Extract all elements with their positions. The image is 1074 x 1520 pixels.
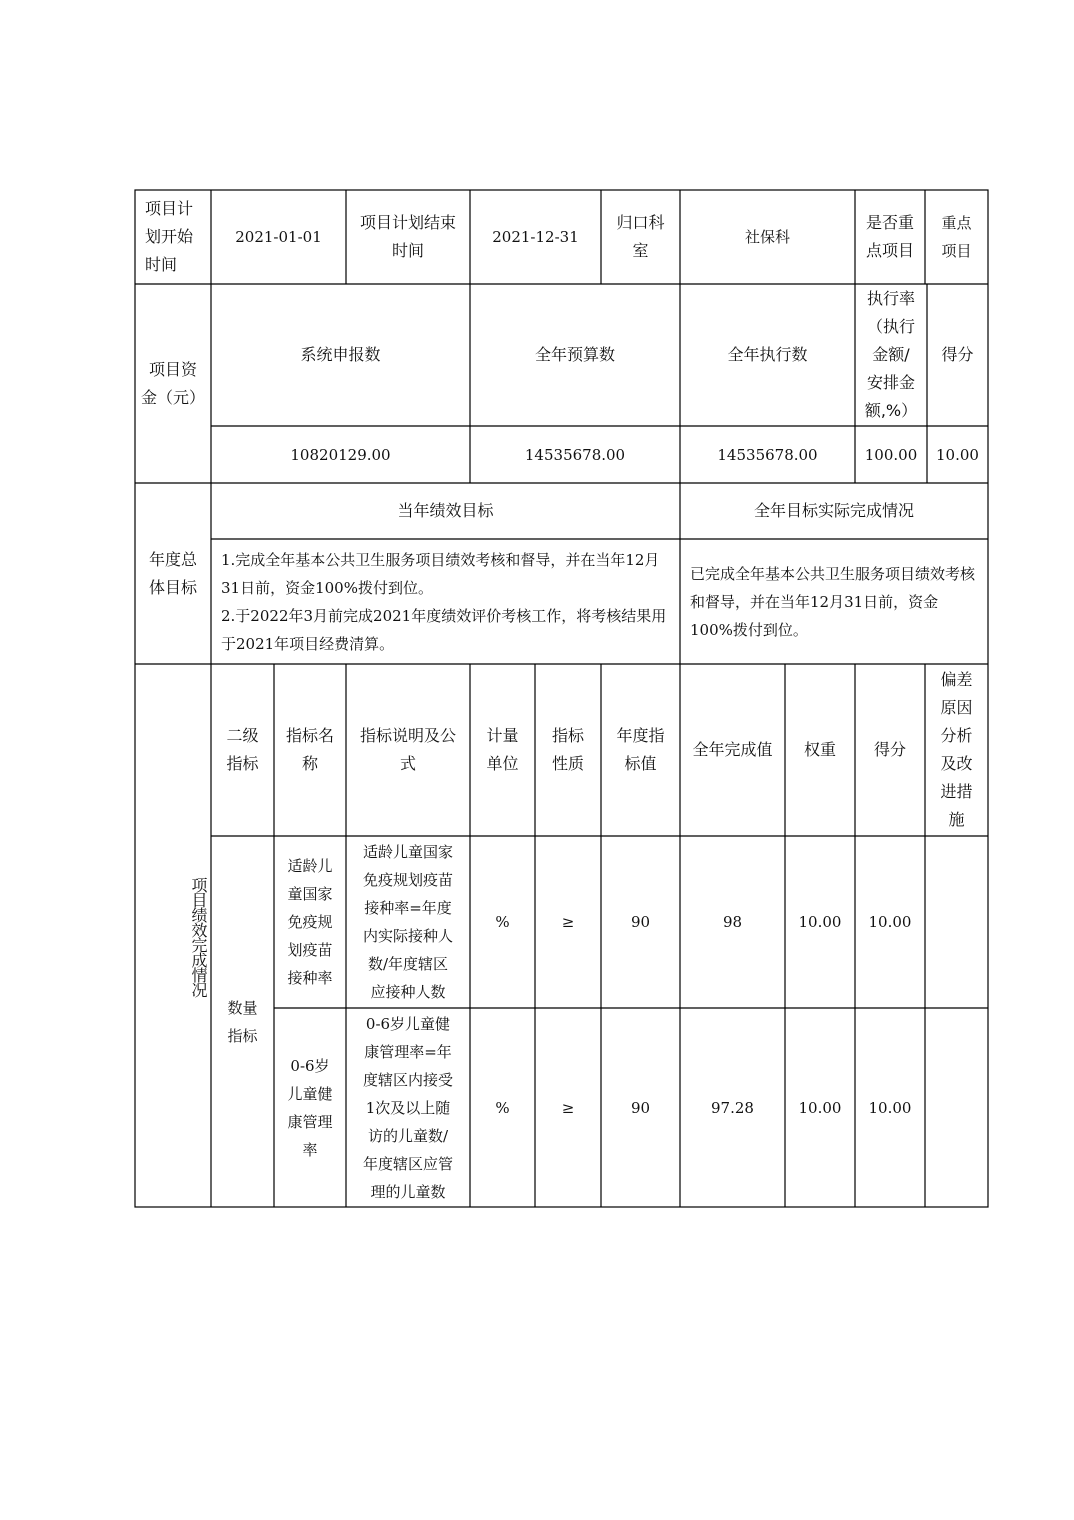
execution-rate-header: 执行率 （执行 金额/ 安排金 额,%） xyxy=(864,289,918,420)
indicator-deviation xyxy=(925,1008,988,1207)
department-label: 归口科 室 xyxy=(616,213,665,260)
target-text: 1.完成全年基本公共卫生服务项目绩效考核和督导，并在当年12月31日前，资金100%拨付到位。 2.于2022年3月前完成2021年度绩效评价考核工作，将考核结果用于2021年项目经费清算。 xyxy=(221,550,667,653)
indicator-annual-target: 90 xyxy=(630,913,651,931)
funds-label: 项目资 金（元） xyxy=(140,359,205,407)
actual-text: 已完成全年基本公共卫生服务项目绩效考核和督导，并在当年12月31日前，资金100%拨付到位。 xyxy=(690,564,976,639)
level2-value: 数量 指标 xyxy=(227,998,258,1045)
execution-rate-value: 100.00 xyxy=(864,445,918,464)
end-date-value: 2021-12-31 xyxy=(492,228,579,246)
indicator-unit: % xyxy=(495,913,510,931)
indicator-desc-header: 指标说明及公 式 xyxy=(359,726,456,773)
key-project-value: 重点 项目 xyxy=(941,214,972,260)
indicator-annual-target: 90 xyxy=(630,1098,651,1117)
nature-header: 指标 性质 xyxy=(551,726,584,773)
indicator-name: 适龄儿 童国家 免疫规 划疫苗 接种率 xyxy=(287,857,333,987)
annual-goal-label: 年度总 体目标 xyxy=(148,549,197,597)
performance-label: 项目绩效完成情况 xyxy=(189,876,208,997)
indicator-nature: ≥ xyxy=(561,913,575,931)
indicator-completed: 98 xyxy=(722,913,743,931)
indicator-score: 10.00 xyxy=(868,913,912,931)
declared-amount-header: 系统申报数 xyxy=(300,345,381,364)
budget-amount-header: 全年预算数 xyxy=(534,345,615,364)
funds-score-header: 得分 xyxy=(941,345,974,364)
executed-amount-value: 14535678.00 xyxy=(717,445,818,464)
indicator-desc: 适龄儿童国家 免疫规划疫苗 接种率=年度 内实际接种人 数/年度辖区 应接种人数 xyxy=(362,843,453,1001)
unit-header: 计量 单位 xyxy=(486,726,519,773)
indicator-desc: 0-6岁儿童健 康管理率=年 度辖区内接受 1次及以上随 访的儿童数/ 年度辖区应管 理的儿童数 xyxy=(362,1014,453,1201)
target-header: 当年绩效目标 xyxy=(397,501,494,520)
indicator-weight: 10.00 xyxy=(798,913,842,931)
start-date-value: 2021-01-01 xyxy=(235,228,322,246)
score-header: 得分 xyxy=(873,740,906,759)
level2-header: 二级 指标 xyxy=(226,726,259,773)
indicator-name: 0-6岁 儿童健 康管理 率 xyxy=(287,1056,333,1159)
start-date-label: 项目计 划开始 时间 xyxy=(145,199,194,274)
declared-amount-value: 10820129.00 xyxy=(290,445,391,464)
deviation-header: 偏差 原因 分析 及改 进措 施 xyxy=(940,670,973,829)
indicator-deviation xyxy=(925,836,988,1008)
budget-amount-value: 14535678.00 xyxy=(524,445,626,464)
indicator-unit: % xyxy=(495,1098,510,1117)
completed-value-header: 全年完成值 xyxy=(692,740,773,759)
annual-target-header: 年度指 标值 xyxy=(616,726,665,773)
key-project-label: 是否重 点项目 xyxy=(865,213,914,260)
actual-header: 全年目标实际完成情况 xyxy=(753,501,914,520)
end-date-label: 项目计划结束 时间 xyxy=(359,213,456,260)
funds-score-value: 10.00 xyxy=(936,445,979,464)
indicator-weight: 10.00 xyxy=(798,1098,842,1117)
weight-header: 权重 xyxy=(803,740,836,759)
indicator-score: 10.00 xyxy=(868,1098,912,1117)
indicator-completed: 97.28 xyxy=(711,1098,754,1117)
indicator-name-header: 指标名 称 xyxy=(285,726,334,773)
indicator-nature: ≥ xyxy=(561,1098,575,1117)
executed-amount-header: 全年执行数 xyxy=(727,345,808,364)
department-value: 社保科 xyxy=(744,228,790,246)
